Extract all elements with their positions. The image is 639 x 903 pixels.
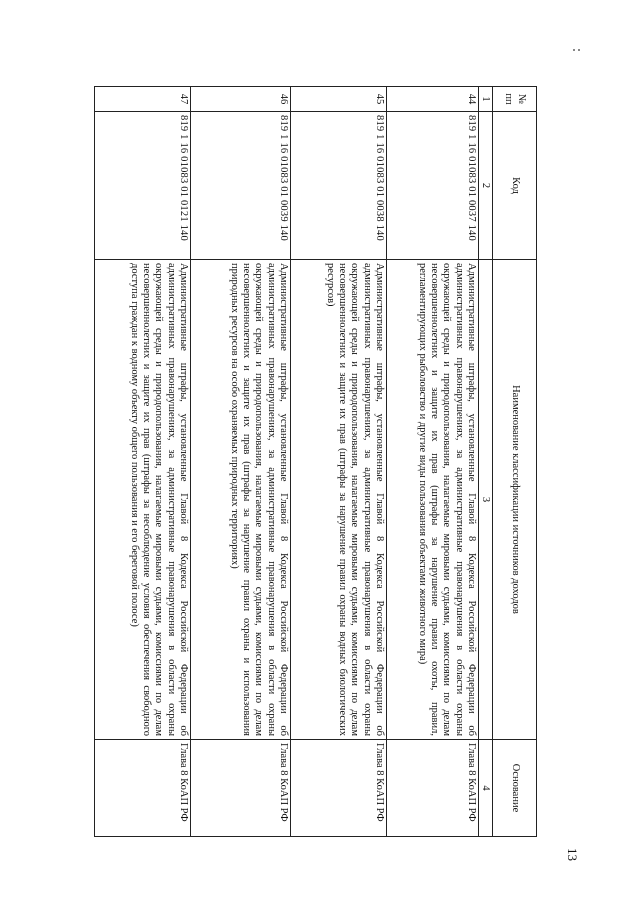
header-code: Код — [493, 112, 537, 260]
row-name: Административные штрафы, установленные Главой 8 Кодекса Российской Федерации об административных правонарушениях, за административные правонарушения в области охраны окружающей среды и природопользования, налагаемые мировыми судьями, комиссиями по делам несовершеннолетних и защите их прав (штрафы за несоблюдение условия обеспечения свободного доступа граждан к водному объекту общего пользования и его береговой полосе) — [95, 260, 191, 740]
table-row — [291, 87, 387, 837]
page-number: 13 — [565, 848, 580, 861]
row-code: 819 1 16 01083 01 0039 140 — [191, 112, 291, 260]
header-num: № пп — [493, 87, 537, 112]
row-name: Административные штрафы, установленные Главой 8 Кодекса Российской Федерации об административных правонарушениях, за административные правонарушения в области охраны окружающей среды и природопользования, налагаемые мировыми судьями, комиссиями по делам несовершеннолетних и защите их прав (штрафы за нарушение правил охраны водных биологических ресурсов) — [291, 260, 387, 740]
row-basis: Глава 8 КоАП РФ — [191, 740, 291, 837]
row-basis: Глава 8 КоАП РФ — [95, 740, 191, 837]
column-number: 1 — [479, 87, 493, 112]
row-basis: Глава 8 КоАП РФ — [387, 740, 479, 837]
row-num: 47 — [95, 87, 191, 112]
table-header-row — [493, 87, 537, 837]
column-number: 2 — [479, 112, 493, 260]
row-basis: Глава 8 КоАП РФ — [291, 740, 387, 837]
row-code: 819 1 16 01083 01 0038 140 — [291, 112, 387, 260]
column-number: 3 — [479, 260, 493, 740]
row-num: 46 — [191, 87, 291, 112]
row-num: 45 — [291, 87, 387, 112]
column-number: 4 — [479, 740, 493, 837]
table-row — [191, 87, 291, 837]
rotated-table-container — [77, 86, 537, 836]
revenue-classification-table — [94, 86, 537, 837]
column-number-row — [479, 87, 493, 837]
row-num: 44 — [387, 87, 479, 112]
row-code: 819 1 16 01083 01 0037 140 — [387, 112, 479, 260]
table-row — [387, 87, 479, 837]
row-code: 819 1 16 01083 01 0121 140 — [95, 112, 191, 260]
table-row — [95, 87, 191, 837]
header-basis: Основание — [493, 740, 537, 837]
header-name: Наименование классификации источников доходов — [493, 260, 537, 740]
row-name: Административные штрафы, установленные Главой 8 Кодекса Российской Федерации об административных правонарушениях, за административные правонарушения в области охраны окружающей среды и природопользования, налагаемые мировыми судьями, комиссиями по делам несовершеннолетних и защите их прав (штрафы за нарушение правил охраны и использования природных ресурсов на особо охраняемых природных территориях) — [191, 260, 291, 740]
row-name: Административные штрафы, установленные Главой 8 Кодекса Российской Федерации об административных правонарушениях, за административные правонарушения в области охраны окружающей среды и природопользования, налагаемые мировыми судьями, комиссиями по делам несовершеннолетних и защите их прав (штрафы за нарушение правил охоты, правил, регламентирующих рыболовство и другие виды пользования объектами животного мира) — [387, 260, 479, 740]
